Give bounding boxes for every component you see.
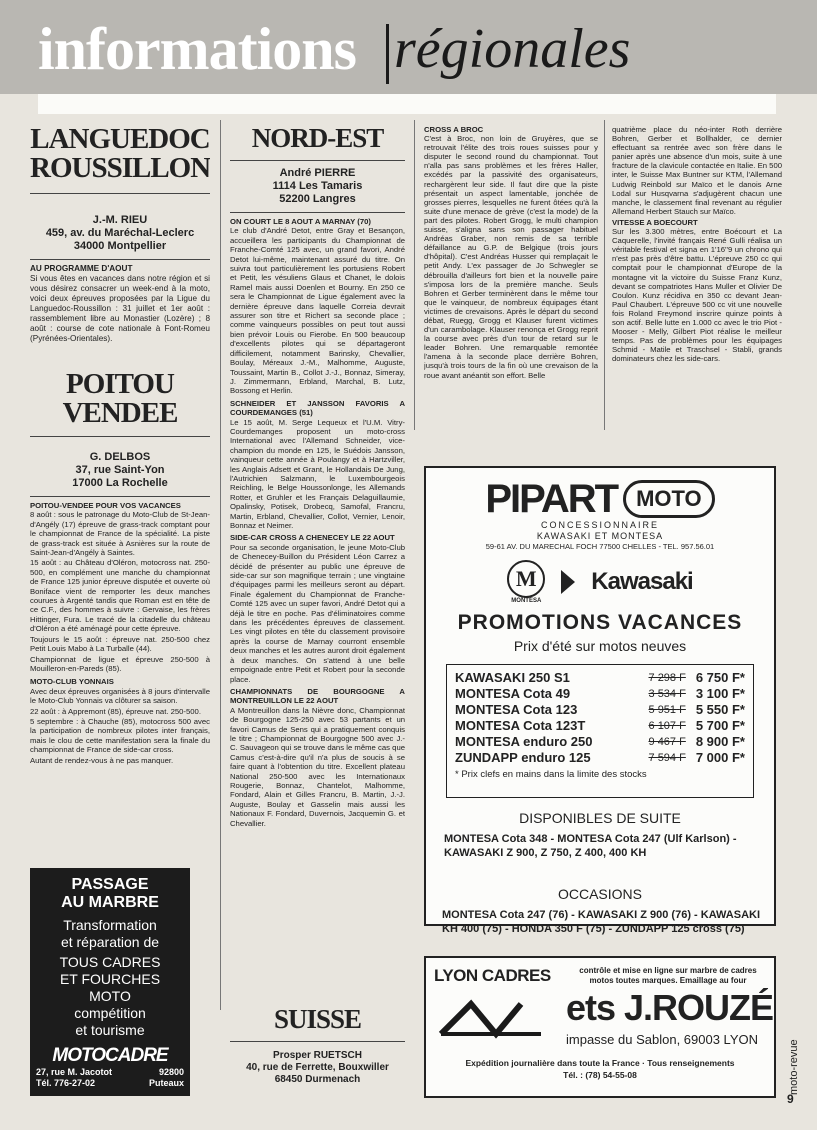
price-new: 5 550 F* (695, 702, 745, 717)
poitou-city: 17000 La Rochelle (72, 477, 168, 489)
nordest-heading-4: CHAMPIONNATS DE BOURGOGNE A MONTREUILLON LE 22 AOUT (230, 686, 405, 706)
pipart-ad (424, 466, 776, 926)
motocadre-zip: 92800 (158, 1067, 184, 1077)
price-new: 5 700 F* (695, 718, 745, 733)
broc-text-cont: quatrième place du néo-inter Roth derrière Bohren, Gerber et Bollhalder, ce dernier effectuant sa rentrée avec son frère dans le panier après une absence d'un mois, suite à une fracture de la clavicule contactée en Italie. En 500 inter, le Suisse Max Buntner sur KTM, l'Allemand Ludwig Reinbold sur Maïco et le danois Arne Lodal sur Husqvarna s'adjugèrent chacun une manche, le classement final revenant au régulier Allemand Herbert Stauch sur Maïco. (612, 125, 782, 216)
column-rule-3 (604, 120, 605, 430)
price-old: 5 951 F (648, 704, 686, 716)
broc-boecourt-article (612, 125, 782, 463)
poitou-title-2: VENDEE (62, 397, 178, 429)
poitou-title-1: POITOU (66, 370, 174, 400)
column-rule-1 (220, 120, 221, 1010)
nordest-name: André PIERRE (279, 167, 356, 179)
pipart-occ-title: OCCASIONS (557, 886, 642, 902)
pipart-promo-title: PROMOTIONS VACANCES (457, 611, 743, 634)
price-new: 8 900 F* (695, 734, 745, 749)
price-new: 6 750 F* (695, 670, 745, 685)
poitou-text-8: Autant de rendez-vous à ne pas manquer. (30, 755, 174, 765)
poitou-text-3: Toujours le 15 août : épreuve nat. 250-500 chez Petit Louis Mabo à La Turballe (44). (30, 634, 210, 654)
motocadre-line-3: Transformation (63, 917, 157, 933)
price-old: 7 298 F (648, 672, 686, 684)
poitou-address: 37, rue Saint-Yon (75, 464, 165, 476)
nordest-text-2: Le 15 août, M. Serge Lequeux et l'U.M. Vitry-Courdemanges proposent un moto-cross International avec l'Allemand Schneider, vice-champion du monde en 125, le Suédois Jansson, vainqueur cette année à Poulangy et à Hartzviller, les Anglais Adsett et Grant, le Hollandais De Jung, l'Autrichien Salzmann, le Luxembourgeois Reichling, le Belge Houssonlonge, les Allemands Rotter, et Gruhler et les Français Delaguillaumie, Opalinsky, Potisek, Drobecq, Samofal, Francru, Martin, Erbland, Chevallier, Collot, Vernier, Lenoir, Bonnaz et Neimer. (230, 417, 405, 530)
price-row (455, 686, 745, 702)
languedoc-city: 34000 Montpellier (73, 240, 167, 252)
languedoc-section (30, 125, 210, 345)
rouze-brand-2: ets J.ROUZÉ (566, 987, 774, 1028)
poitou-text-6: 22 août : à Appremont (85), épreuve nat. 250-500. (30, 706, 201, 716)
motocadre-line-6: ET FOURCHES (59, 971, 161, 987)
broc-article (424, 125, 598, 433)
price-new: 7 000 F* (695, 750, 745, 765)
poitou-text-5: Avec deux épreuves organisées à 8 jours d'intervalle le Moto-Club Yonnais va clôturer sa saison. (30, 686, 210, 706)
broc-heading: CROSS A BROC (424, 125, 484, 134)
price-old: 9 467 F (648, 736, 686, 748)
kawasaki-logo: Kawasaki (591, 568, 693, 595)
motocadre-line-4: et réparation de (60, 934, 160, 950)
languedoc-text: Si vous êtes en vacances dans notre région et si vous désirez consacrer un week-end à la moto, voici deux épreuves proposées par la Ligue du Languedoc-Roussillon : 31 juillet et 1er août : rassemblement libre au Monastier (Lozère) ; 8 août : course de cote nationale à Font-Romeu (Pyrénées-Orientales). (30, 274, 210, 343)
suisse-name: Prosper RUETSCH (273, 1050, 362, 1061)
poitou-heading-2: MOTO-CLUB YONNAIS (30, 677, 114, 687)
pipart-dispo-text: MONTESA Cota 348 - MONTESA Cota 247 (Ulf Karlson) - KAWASAKI Z 900, Z 750, Z 400, 400 KH (444, 833, 737, 859)
price-row (455, 718, 745, 734)
rouze-tel: Tél. : (78) 54-55-08 (563, 1070, 637, 1080)
nordest-address: 1114 Les Tamaris (272, 180, 363, 192)
suisse-title: SUISSE (273, 1006, 362, 1034)
suisse-address: 40, rue de Ferrette, Bouxwiller (246, 1062, 389, 1073)
pipart-logo: PIPART (485, 477, 618, 521)
price-model: MONTESA Cota 123 (455, 702, 578, 717)
suisse-section (230, 1006, 405, 1086)
boecourt-heading: VITESSE A BOECOURT (612, 217, 698, 227)
page-number: 9 (787, 1092, 794, 1106)
motocadre-line-2: AU MARBRE (61, 894, 159, 911)
nordest-heading-2: SCHNEIDER ET JANSSON FAVORIS A COURDEMANGES (51) (230, 398, 405, 418)
price-row (455, 670, 745, 686)
pipart-moto-badge: MOTO (623, 480, 715, 518)
poitou-heading: POITOU-VENDEE POUR VOS VACANCES (30, 501, 181, 510)
languedoc-name: J.-M. RIEU (92, 214, 148, 226)
pipart-dispo-title: DISPONIBLES DE SUITE (519, 810, 681, 826)
pipart-line-2: KAWASAKI ET MONTESA (536, 531, 664, 541)
price-model: MONTESA Cota 123T (455, 718, 586, 733)
pipart-footnote: * Prix clefs en mains dans la limite des stocks (455, 769, 647, 780)
boecourt-text: Sur les 3.300 mètres, entre Boécourt et La Caquerelle, l'invité français René Gulli réalisa un véritable festival et signa en 1'16''9 un chrono qui n'est pas près d'être battu. L'épreuve 250 cc qui comptait pour le championnat d'Europe de la montagne vit la victoire du Suisse Franz Kunz, devant se compatriotes Hans Muller et Olivier De Coulon. Kunz récidiva en 350 cc devant Jean-Paul Chaubert. L'épreuve 500 cc vit une nouvelle fois Roland Freymond inscrire quinze points à son actif. Belle lutte en 1.000 cc avec le trio Piot - Mooser - Melly, Gilbert Piot réalise le meilleur temps. Pas de problèmes pour les équipages Schmid - Matile et Traschsel - Stabli, grands dominateurs chez les side-cars. (612, 227, 782, 364)
montesa-logo-icon: M (507, 560, 545, 598)
rouze-brand-1: LYON CADRES (434, 966, 551, 985)
poitou-section (30, 370, 210, 766)
header-title: informations (38, 16, 356, 82)
nordest-article (230, 217, 405, 828)
price-model: MONTESA enduro 250 (455, 734, 593, 749)
motocadre-city: Puteaux (148, 1078, 184, 1088)
rouze-address: impasse du Sablon, 69003 LYON (566, 1032, 758, 1047)
pipart-occ-text: MONTESA Cota 247 (76) - KAWASAKI Z 900 (76) - KAWASAKI KH 400 (75) - HONDA 350 F (75) - ZUNDAPP 125 cross (75) (442, 909, 761, 935)
nordest-heading-3: SIDE-CAR CROSS A CHENECEY LE 22 AOUT (230, 533, 395, 543)
nordest-city: 52200 Langres (279, 193, 356, 205)
languedoc-heading: AU PROGRAMME D'AOUT (30, 264, 133, 273)
nordest-heading-1: ON COURT LE 8 AOUT A MARNAY (70) (230, 217, 371, 226)
nordest-text-1: Le club d'André Detot, entre Gray et Besançon, accueillera les participants du Championnat de Franche-Comté 125 avec, un grand favori, André Detot lui-même, maintenant assuré du titre. On suivra tout particulièrement les portusiens Robert et Petit, les vésuliens Glaus et Chanet, le dolois Ramel mais aussi Doenlen et Bourny. En 250 ce sera le Championnat de Ligue également avec la dernière épreuve dans laquelle Correia devrait assurer son titre et Richert sa seconde place ; comme vainqueurs possibles on peut tout aussi bien prévoir Louis ou Fierobe. En 500 beaucoup d'excellents pilotes qui se départageront difficilement, notamment Barinsky, Chevallier, Boulay, Méreaux J.-M., Malhomme, Auguste, Toussaint, Martin B., Collot J.-J., Bonnaz, Simeray, J. Zimmermann, Erbland, Marchal, B. Lutz, Bossong et Herlin. (230, 226, 405, 396)
languedoc-title-2: ROUSSILLON (30, 152, 210, 184)
motocadre-addr: 27, rue M. Jacotot (36, 1067, 113, 1077)
motocadre-line-9: et tourisme (75, 1022, 145, 1038)
motocadre-tel: Tél. 776-27-02 (36, 1078, 96, 1088)
nordest-text-4: A Montreuillon dans la Nièvre donc, Championnat de Bourgogne 125-250 avec 53 partants et un favori Camus de Sens qui a pratiquement conquis le titre ; Championnat de Bourgogne 500 avec J.-C. Sauvageon qui se trouve dans le même cas que Camus c'est-à-dire qu'il n'a plus de soucis à se faire quant à l'obtention du titre. Excellent plateau National 250-500 avec les Internationaux Rougerie, Bonnaz, Chantelot, Malhomme, Fondard, Alain et Gilles Francru, B. Martin, J.-J. Auguste, Boulay et Gasselin mais aussi les Nationaux F. Fondard, Duvernois, Jacquemin G. et Chevallier. (230, 705, 405, 828)
price-new: 3 100 F* (695, 686, 745, 701)
motocadre-line-8: compétition (74, 1005, 146, 1021)
poitou-text-2: 15 août : au Château d'Oléron, motocross nat. 250-500, en complément une manche du championnat de France 125 junior épreuve disputée et ouverte où Boniface vient de remporter les deux manches courues à Argenté tandis que Roman est en tête de ce C.F., des hommes à suivre : Gervaise, les frères Hittinger, Fura. Le tracé de la citadelle du château d'Oléron a été aménagé pour cette épreuve. (30, 558, 210, 634)
price-old: 3 534 F (648, 688, 686, 700)
rouze-expedition: Expédition journalière dans toute la France · Tous renseignements (465, 1058, 735, 1068)
nordest-section (230, 125, 405, 829)
nordest-text-3: Pour sa seconde organisation, le jeune Moto-Club de Chenecey-Buillon du Président Léon Carrez a décidé de présenter au public une épreuve de side-car sur son magnifique terrain ; une vingtaine d'équipages parmi les meilleurs seront au départ. Finale également du Championnat de Franche-Comté 125 avec un super favori, André Detot qui a déjà le titre en poche. Pas d'éliminatoires comme dans les précédentes épreuves de classement. Les vingt pilotes en tête du classement provisoire après la course de Marnay courront ensemble deux manches et les autres auront droit également à deux manches. On s'attend à une belle empoignade entre Petit et Robert pour la seconde place. (230, 542, 405, 684)
price-row (455, 750, 745, 766)
motocadre-line-7: MOTO (89, 988, 131, 1004)
kawasaki-k-icon (561, 570, 575, 594)
footer-mag: moto-revue (788, 1039, 800, 1095)
rouze-desc: contrôle et mise en ligne sur marbre de cadres motos toutes marques. Emaillage au four (579, 966, 757, 985)
motocadre-line-1: PASSAGE (71, 876, 149, 893)
motocadre-logo: MOTOCADRE (52, 1045, 168, 1066)
pipart-line-3: 59-61 AV. DU MARECHAL FOCH 77500 CHELLES - TEL. 957.56.01 (485, 542, 715, 551)
nordest-title: NORD-EST (251, 125, 384, 153)
price-row (455, 702, 745, 718)
motocadre-ad (30, 868, 190, 1096)
price-model: MONTESA Cota 49 (455, 686, 571, 701)
poitou-text-1: 8 août : sous le patronage du Moto-Club de St-Jean-d'Angély (17) épreuve de grass-track comptant pour le championnat de France de la spécialité. La piste de grass-track est située à Asnières sur la route de Saint-Jean-d'Angély à Saintes. (30, 510, 210, 558)
column-rule-2 (414, 120, 415, 430)
frame-logo-icon (436, 994, 546, 1044)
pipart-price-table (446, 664, 754, 798)
rouze-ad (424, 956, 776, 1098)
header-subtitle: régionales (394, 18, 631, 80)
poitou-article (30, 501, 210, 765)
motocadre-line-5: TOUS CADRES (59, 954, 161, 970)
languedoc-title-1: LANGUEDOC (30, 125, 210, 155)
price-old: 7 594 F (648, 752, 686, 764)
broc-text: C'est à Broc, non loin de Gruyères, que se retrouvait l'élite des trois roues suisses pour y disputer le second round du championnat. Tout n'alla pas sans problèmes et les frères Haller, excédés par la passivité des organisateurs, rechargèrent leur side. Il faut dire que la piste présentait un aspect lamentable, jonchée de grosses pierres, lesquelles ne furent ôtées qu'à la suite d'une menace de grève (c'est la mode) de la part des pilotes. Robert Grogg, le multi champion suisse, s'aligna sans son passager habituel Andréas Graber, non remis de sa terrible défaillance au G.P. de Belgique (trois jours d'hôpital). C'est Andréas Husser qui remplaçait le petit Andy. L'ex passager de Jo Schwegler se débrouilla d'ailleurs fort bien et la nouvelle paire s'imposa lors de la première manche. Seuls Bohren et Gerber terminèrent dans le même tour que le vainqueur, de nombreux équipages étant victimes de crevaisons. Après le départ du second débat, Ruegg, Grogg et Klauser furent victimes d'un carambolage. Klauser renonça et Grogg reprit la course avec près d'un tour de retard sur le leader Bohren. Une remarquable remontée l'amena à la seconde place derrière Bohren, jusqu'à trois tours de la fin où une crevaison de la roue avant anéantit son effort. Belle (424, 134, 598, 380)
poitou-text-4: Championnat de ligue et épreuve 250-500 à Mouilleron-en-Pareds (85). (30, 654, 210, 673)
poitou-text-7: 5 septembre : à Chauche (85), motocross 500 avec la participation de nombreux pilotes inter français, mais le clou de cette manifestation sera la finale du championnat de France de side-car cross. (30, 716, 210, 755)
price-model: KAWASAKI 250 S1 (455, 670, 570, 685)
header-separator (386, 24, 389, 84)
poitou-name: G. DELBOS (89, 451, 151, 463)
suisse-city: 68450 Durmenach (274, 1074, 361, 1085)
pipart-line-1: CONCESSIONNAIRE (540, 520, 659, 530)
header-white-bar (38, 94, 776, 114)
montesa-label: MONTESA (511, 598, 542, 604)
price-row (455, 734, 745, 750)
price-old: 6 107 F (648, 720, 686, 732)
languedoc-article (30, 264, 210, 344)
pipart-promo-sub: Prix d'été sur motos neuves (513, 638, 687, 654)
price-model: ZUNDAPP enduro 125 (455, 750, 591, 765)
languedoc-address: 459, av. du Maréchal-Leclerc (45, 227, 195, 239)
